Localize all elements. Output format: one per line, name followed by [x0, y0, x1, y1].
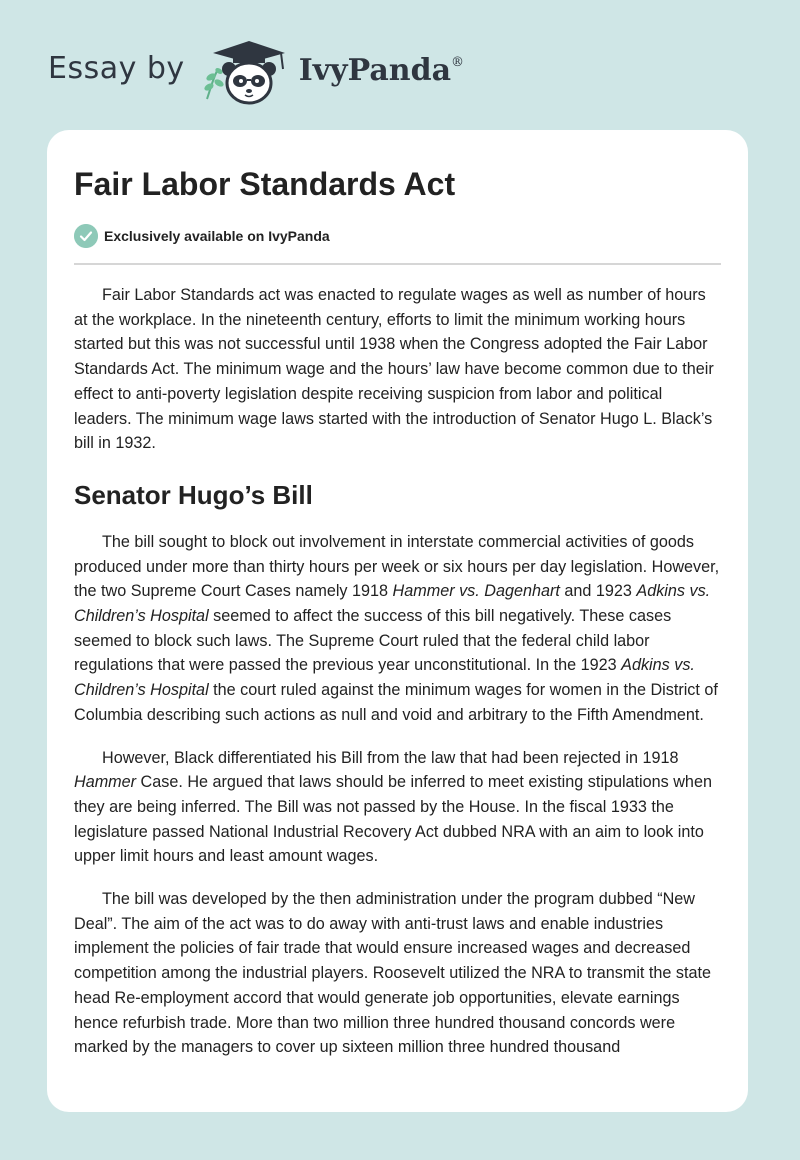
exclusive-badge-label: Exclusively available on IvyPanda [104, 228, 330, 244]
exclusive-badge [74, 223, 721, 249]
section-heading: Senator Hugo’s Bill [74, 479, 313, 510]
page-title: Fair Labor Standards Act [74, 166, 456, 202]
body-paragraph: However, Black differentiated his Bill from the law that had been rejected in 1918 Hammer Case. He argued that laws should be inferred to meet existing stipulations when they are being inferred. The Bill was not passed by the House. In the fiscal 1933 the legislature passed National Industrial Recovery Act dubbed NRA with an aim to look into upper limit hours and least amount wages. [74, 748, 712, 866]
body-paragraph: The bill was developed by the then administration under the program dubbed “New Deal”. The aim of the act was to do away with anti-trust laws and enable industries implement the policies of fair trade that would ensure increased wages and decreased competition among the industrial players. Roosevelt utilized the NRA to transmit the state head Re-employment accord that would generate job opportunities, elevate earnings hence refurbish trade. More than two million three hundred thousand concords were marked by the managers to cover up sixteen million three hundred thousand [74, 890, 712, 1057]
panda-logo-icon [199, 37, 295, 107]
divider [74, 263, 721, 265]
essay-card [47, 130, 748, 1112]
intro-paragraph: Fair Labor Standards act was enacted to regulate wages as well as number of hours at the workplace. In the nineteenth century, efforts to limit the minimum working hours started but this was not successful until 1938 when the Congress adopted the Fair Labor Standards Act. The minimum wage and the hours’ law have become common due to their effect to anti-poverty legislation despite receiving suspicion from labor and political leaders. The minimum wage laws started with the introduction of Senator Hugo L. Black’s bill in 1932. [74, 286, 714, 453]
brand-name: IvyPanda® [298, 52, 465, 88]
site-header-logo[interactable] [48, 36, 464, 108]
check-circle-icon [74, 224, 98, 248]
brand-prefix: Essay by [48, 50, 185, 86]
body-paragraph: The bill sought to block out involvement in interstate commercial activities of goods produced under more than thirty hours per week or six hours per day legislation. However, the two Supreme Court Cases namely 1918 Hammer vs. Dagenhart and 1923 Adkins vs. Children’s Hospital seemed to affect the success of this bill negatively. These cases seemed to block such laws. The Supreme Court ruled that the federal child labor regulations that were passed the previous year unconstitutional. In the 1923 Adkins vs. Children’s Hospital the court ruled against the minimum wages for women in the District of Columbia describing such actions as null and void and arbitrary to the Fifth Amendment. [74, 532, 720, 724]
